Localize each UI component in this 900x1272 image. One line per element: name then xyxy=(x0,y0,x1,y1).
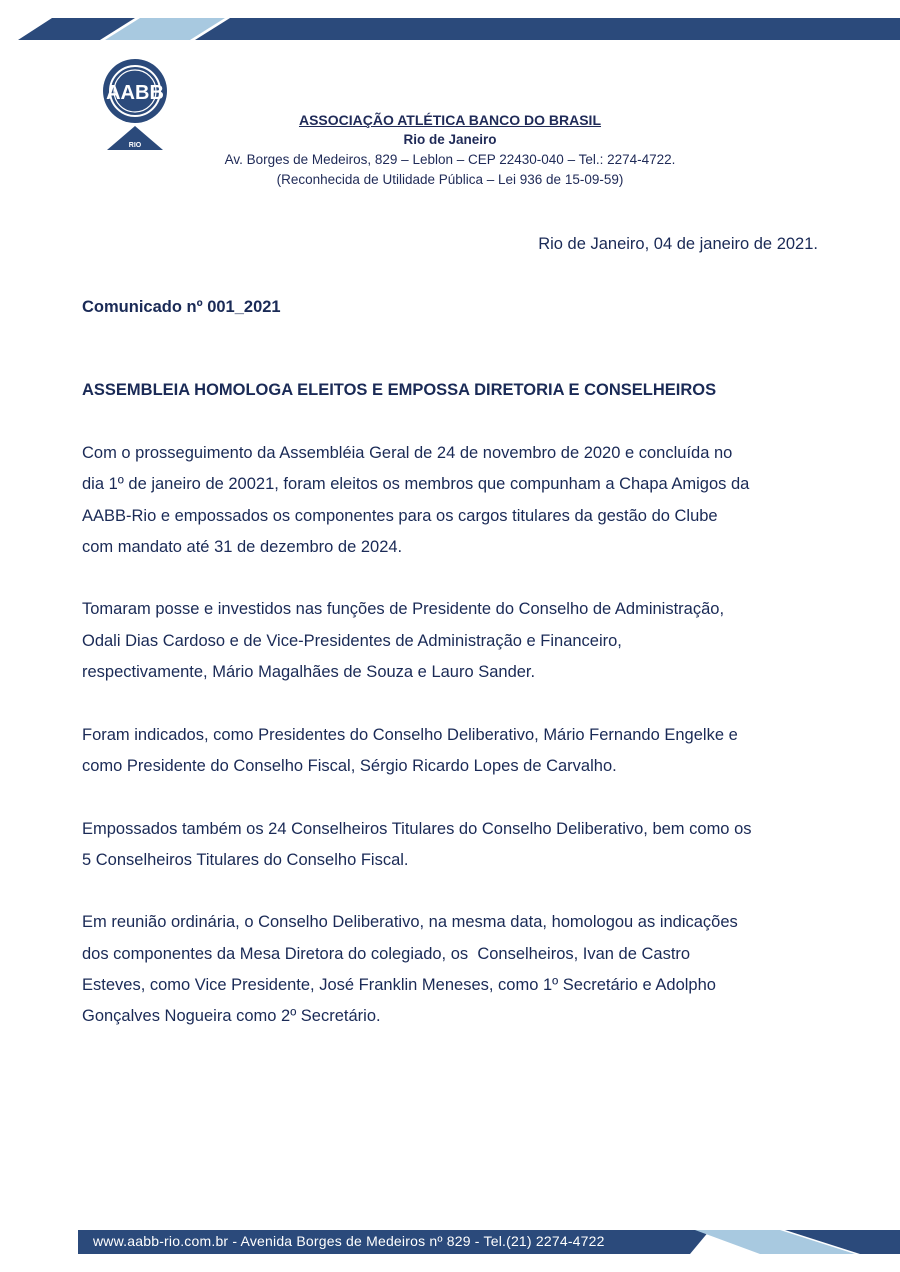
letter-date: Rio de Janeiro, 04 de janeiro de 2021. xyxy=(538,235,818,253)
paragraph: Em reunião ordinária, o Conselho Deliberativo, na mesma data, homologou as indicações dos componentes da Mesa Diretora do colegiado, os Conselheiros, Ivan de Castro Esteves, como Vice Presidente, José Franklin Meneses, como 1º Secretário e Adolpho Gonçalves Nogueira como 2º Secretário. xyxy=(82,913,738,1026)
communique-title: ASSEMBLEIA HOMOLOGA ELEITOS E EMPOSSA DIRETORIA E CONSELHEIROS xyxy=(82,381,717,399)
organization-header xyxy=(0,110,900,190)
paragraph: Foram indicados, como Presidentes do Conselho Deliberativo, Mário Fernando Engelke e como Presidente do Conselho Fiscal, Sérgio Ricardo Lopes de Carvalho. xyxy=(82,725,738,775)
paragraph: Tomaram posse e investidos nas funções de Presidente do Conselho de Administração, Odali Dias Cardoso e de Vice-Presidentes de Administração e Financeiro, respectivamente, Mário Magalhães de Souza e Lauro Sander. xyxy=(82,600,725,682)
communique-number: Comunicado nº 001_2021 xyxy=(82,298,281,316)
paragraph: Empossados também os 24 Conselheiros Titulares do Conselho Deliberativo, bem como os 5 Conselheiros Titulares do Conselho Fiscal. xyxy=(82,819,752,869)
organization-name: ASSOCIAÇÃO ATLÉTICA BANCO DO BRASIL xyxy=(298,112,602,128)
letter-body xyxy=(82,438,822,1064)
logo-monogram: AABB xyxy=(106,82,164,104)
footer-contact: www.aabb-rio.com.br - Avenida Borges de Medeiros nº 829 - Tel.(21) 2274-4722 xyxy=(93,1233,605,1249)
logo-tag: RIO xyxy=(128,142,142,149)
paragraph: Com o prosseguimento da Assembléia Geral de 24 de novembro de 2020 e concluída no dia 1º de janeiro de 20021, foram eleitos os membros que compunham a Chapa Amigos da AABB-Rio e empossados os componentes para os cargos titulares da gestão do Clube com mandato até 31 de dezembro de 2024. xyxy=(82,444,750,556)
organization-recognition: (Reconhecida de Utilidade Pública – Lei 936 de 15-09-59) xyxy=(276,172,624,187)
organization-city: Rio de Janeiro xyxy=(403,132,497,147)
header-decorative-band xyxy=(0,0,900,50)
organization-address: Av. Borges de Medeiros, 829 – Leblon – CEP 22430-040 – Tel.: 2274-4722. xyxy=(224,152,676,167)
